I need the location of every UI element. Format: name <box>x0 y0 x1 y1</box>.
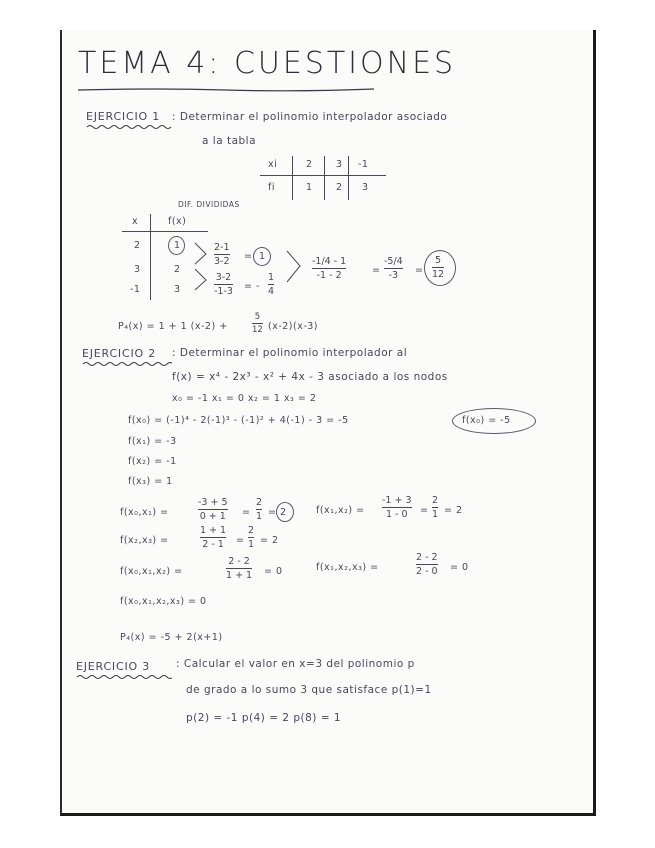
dd1-a-den: 3-2 <box>214 256 230 267</box>
table-hline <box>260 175 386 176</box>
exercise-2-polynomial: P₄(x) = -5 + 2(x+1) <box>120 632 223 643</box>
fx2-value: f(x₂) = -1 <box>128 456 177 467</box>
dd-f-3: 3 <box>174 284 181 295</box>
d12-result: = 2 <box>444 505 463 516</box>
dd2-mid-den: -3 <box>388 270 399 281</box>
d23-res-fraction <box>248 525 254 550</box>
table-vline-1 <box>292 156 293 200</box>
d01-fraction <box>198 497 228 522</box>
table-xi-header: xi <box>268 159 278 170</box>
dd-col-x: x <box>132 216 139 227</box>
exercise-1-header: EJERCICIO 1 <box>86 110 161 123</box>
d012-num: 2 - 2 <box>228 556 250 567</box>
dd1-a-circle <box>253 247 271 266</box>
fx3-value: f(x₃) = 1 <box>128 476 173 487</box>
d23-result: = 2 <box>260 535 279 546</box>
poly-frac-den: 12 <box>252 325 263 335</box>
d123-fraction <box>416 552 438 577</box>
page-title: TEMA 4: CUESTIONES <box>78 46 457 81</box>
dd1-a-eq: = <box>244 251 253 262</box>
dd1-b-den: -1-3 <box>214 286 233 297</box>
table-x-3: -1 <box>358 159 369 170</box>
d01-res-fraction <box>256 497 262 522</box>
d012-label: f(x₀,x₁,x₂) = <box>120 566 183 577</box>
dd1-b-result <box>268 272 274 297</box>
dd2-res-den: 12 <box>432 269 445 280</box>
dd1-b-res-den: 4 <box>268 286 275 297</box>
dd2-fraction <box>312 256 346 281</box>
table-x-1: 2 <box>306 159 313 170</box>
dd2-den: -1 - 2 <box>316 270 342 281</box>
dd2-eq-1: = <box>372 265 381 276</box>
d12-den: 1 - 0 <box>385 509 408 520</box>
d01-num: -3 + 5 <box>198 497 228 508</box>
dd-arrow-1 <box>194 242 208 266</box>
table-x-2: 3 <box>336 159 343 170</box>
table-vline-2 <box>324 156 325 200</box>
d01-res-den: 1 <box>256 511 263 522</box>
d23-res-den: 1 <box>248 539 255 550</box>
divided-differences-label: DIF. DIVIDIDAS <box>178 200 240 209</box>
dd1-a-fraction <box>214 242 230 267</box>
dd-f-1-circle <box>168 236 185 255</box>
dd1-a-result: 1 <box>259 251 266 262</box>
dd2-mid-num: -5/4 <box>384 256 403 267</box>
d123-result: = 0 <box>450 562 469 573</box>
d123-den: 2 - 0 <box>416 566 438 577</box>
exercise-2-prompt-line-2: f(x) = x⁴ - 2x³ - x² + 4x - 3 asociado a los nodos <box>172 371 448 383</box>
exercise-2-nodes: x₀ = -1 x₁ = 0 x₂ = 1 x₃ = 2 <box>172 393 317 404</box>
d23-num: 1 + 1 <box>200 525 227 536</box>
d012-result: = 0 <box>264 566 283 577</box>
exercise-3-header: EJERCICIO 3 <box>76 660 151 673</box>
d01-result: = 2 <box>268 507 287 518</box>
d0123-value: f(x₀,x₁,x₂,x₃) = 0 <box>120 596 207 607</box>
poly-frac-num: 5 <box>254 312 261 322</box>
d12-res-num: 2 <box>432 495 439 506</box>
dd-vline <box>150 214 151 300</box>
d12-res-den: 1 <box>432 509 439 520</box>
dd1-a-num: 2-1 <box>214 242 230 253</box>
d12-res-fraction <box>432 495 438 520</box>
exercise-2-prompt-line-1: : Determinar el polinomio interpolador al <box>172 347 408 359</box>
dd1-b-fraction <box>214 272 233 297</box>
exercise-3-underline <box>76 674 172 680</box>
dd-x-3: -1 <box>130 284 141 295</box>
d12-eq: = <box>420 505 429 516</box>
d01-den: 0 + 1 <box>199 511 226 522</box>
dd-hline <box>122 231 208 232</box>
exercise-1-polynomial-b: (x-2)(x-3) <box>268 321 319 332</box>
dd-arrow-2 <box>194 268 208 292</box>
d12-num: -1 + 3 <box>382 495 412 506</box>
fx0-result-oval <box>452 408 536 434</box>
exercise-1-polynomial-a: P₄(x) = 1 + 1 (x-2) + <box>118 321 228 332</box>
dd2-res-num: 5 <box>435 255 442 266</box>
d23-res-num: 2 <box>248 525 255 536</box>
fx0-result-boxed: f(x₀) = -5 <box>462 415 511 426</box>
d012-fraction <box>226 556 252 581</box>
d01-result-circle <box>276 502 294 522</box>
exercise-3-prompt-line-1: : Calcular el valor en x=3 del polinomio p <box>176 658 415 670</box>
d23-fraction <box>200 525 226 550</box>
table-f-2: 2 <box>336 182 343 193</box>
exercise-1-prompt-line-2: a la tabla <box>202 135 257 147</box>
exercise-3-prompt-line-2: de grado a lo sumo 3 que satisface p(1)=1 <box>186 684 432 696</box>
d12-fraction <box>382 495 412 520</box>
exercise-1-poly-fraction <box>252 312 263 335</box>
exercise-1-prompt-line-1: : Determinar el polinomio interpolador asociado <box>172 111 448 123</box>
photo-background <box>0 0 655 30</box>
dd-arrow-3 <box>286 250 302 284</box>
dd2-num: -1/4 - 1 <box>312 256 347 267</box>
d123-num: 2 - 2 <box>416 552 438 563</box>
dd2-eq-2: = <box>415 265 424 276</box>
dd2-result-circle <box>424 250 456 286</box>
exercise-1-underline <box>86 124 172 130</box>
exercise-2-header: EJERCICIO 2 <box>82 347 157 360</box>
d01-label: f(x₀,x₁) = <box>120 507 169 518</box>
d23-label: f(x₂,x₃) = <box>120 535 169 546</box>
dd1-b-eq: = - <box>244 281 260 292</box>
dd1-b-res-num: 1 <box>268 272 275 283</box>
d12-label: f(x₁,x₂) = <box>316 505 365 516</box>
d123-label: f(x₁,x₂,x₃) = <box>316 562 379 573</box>
d23-eq: = <box>236 535 245 546</box>
exercise-3-prompt-line-3: p(2) = -1 p(4) = 2 p(8) = 1 <box>186 712 342 724</box>
dd-f-2: 2 <box>174 264 181 275</box>
d01-eq: = <box>242 507 251 518</box>
d012-den: 1 + 1 <box>226 570 253 581</box>
table-vline-3 <box>348 156 349 200</box>
d01-res-num: 2 <box>256 497 263 508</box>
d23-den: 2 - 1 <box>202 539 224 550</box>
dd-x-1: 2 <box>134 240 141 251</box>
fx1-value: f(x₁) = -3 <box>128 436 177 447</box>
dd1-b-num: 3-2 <box>215 272 232 283</box>
dd-f-1: 1 <box>174 240 181 251</box>
fx0-computation: f(x₀) = (-1)⁴ - 2(-1)³ - (-1)² + 4(-1) - 3 = -5 <box>128 415 349 426</box>
table-fi-header: fi <box>268 182 275 193</box>
dd2-mid-fraction <box>384 256 403 281</box>
dd-x-2: 3 <box>134 264 141 275</box>
exercise-2-underline <box>82 361 172 367</box>
title-underline <box>76 86 376 94</box>
dd-col-fx: f(x) <box>168 216 187 227</box>
table-f-1: 1 <box>306 182 313 193</box>
table-f-3: 3 <box>362 182 369 193</box>
